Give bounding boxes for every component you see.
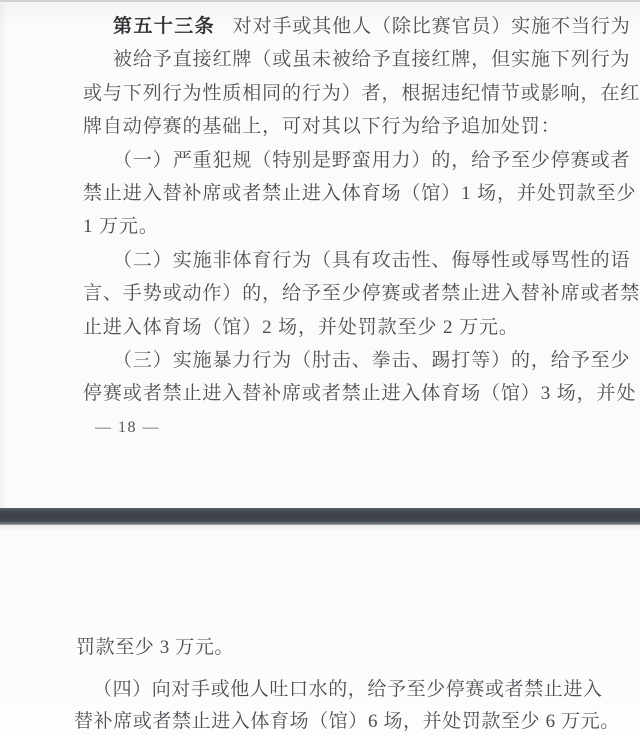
page-top-text-block — [0, 10, 640, 444]
body-line: 被给予直接红牌（或虽未被给予直接红牌，但实施下列行为 — [113, 49, 631, 71]
page-number: — 18 — — [95, 418, 160, 436]
page-gap-divider — [0, 508, 640, 525]
article-number: 第五十三条 — [113, 16, 216, 37]
body-line: 停赛或者禁止进入替补席或者禁止进入体育场（馆）3 场，并处 — [83, 383, 637, 405]
body-line: 牌自动停赛的基础上，可对其以下行为给予追加处罚： — [83, 116, 561, 138]
body-line: 替补席或者禁止进入体育场（馆）6 场，并处罚款至少 6 万元。 — [74, 711, 620, 732]
body-line: （四）向对手或他人吐口水的，给予至少停赛或者禁止进入 — [93, 679, 603, 700]
body-line: 言、手势或动作）的，给予至少停赛或者禁止进入替补席或者禁 — [83, 283, 640, 305]
body-line: （二）实施非体育行为（具有攻击性、侮辱性或辱骂性的语 — [113, 249, 631, 271]
page-bottom — [0, 525, 640, 735]
body-line: 1 万元。 — [83, 216, 159, 238]
body-line: 或与下列行为性质相同的行为）者，根据违纪情节或影响，在红 — [83, 82, 640, 104]
body-line: 禁止进入替补席或者禁止进入体育场（馆）1 场，并处罚款至少 — [83, 182, 637, 204]
body-line: （一）严重犯规（特别是野蛮用力）的，给予至少停赛或者 — [113, 149, 631, 171]
body-line: 止进入体育场（馆）2 场，并处罚款至少 2 万元。 — [83, 316, 519, 338]
body-line: 罚款至少 3 万元。 — [76, 637, 235, 658]
body-line: （三）实施暴力行为（肘击、拳击、踢打等）的，给予至少 — [113, 349, 631, 371]
article-heading-line — [0, 10, 640, 43]
article-heading-text: 对对手或其他人（除比赛官员）实施不当行为 — [232, 16, 631, 37]
